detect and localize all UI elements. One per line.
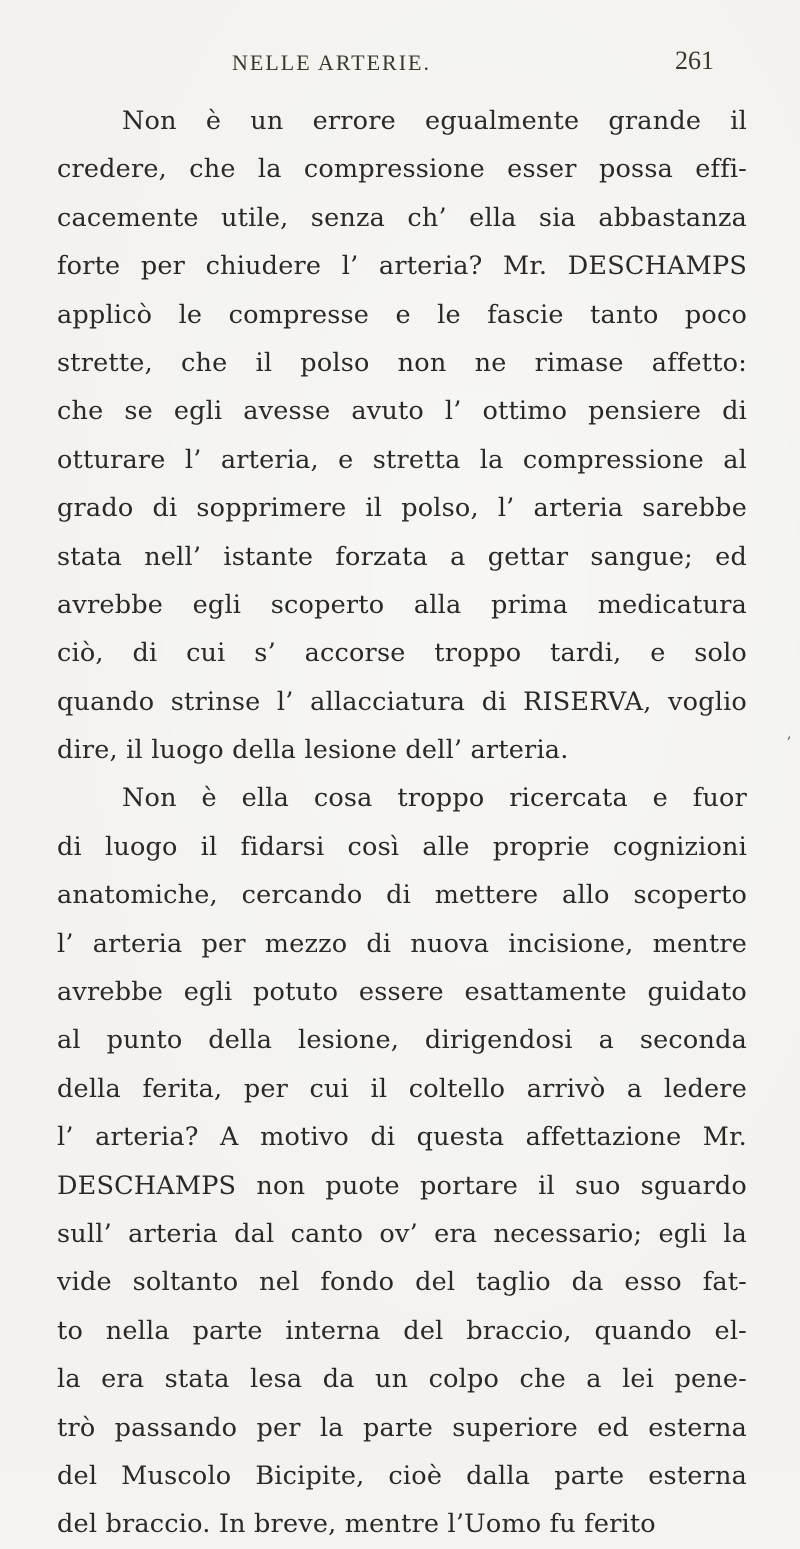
text-line: otturare l’ arteria, e stretta la compressione al xyxy=(57,444,747,475)
text-line: dire, il luogo della lesione dell’ arteria. xyxy=(57,735,569,766)
text-line: to nella parte interna del braccio, quando el- xyxy=(57,1315,747,1346)
text-line: sull’ arteria dal canto ov’ era necessario; egli la xyxy=(57,1218,747,1249)
text-line: forte per chiudere l’ arteria? Mr. DESCHAMPS xyxy=(57,251,747,282)
text-line: ciò, di cui s’ accorse troppo tardi, e solo xyxy=(57,638,747,669)
text-line: di luogo il fidarsi così alle proprie cognizioni xyxy=(57,831,747,862)
text-line: anatomiche, cercando di mettere allo scoperto xyxy=(57,880,747,911)
text-line: strette, che il polso non ne rimase affetto: xyxy=(57,347,747,378)
text-line: della ferita, per cui il coltello arrivò a ledere xyxy=(57,1073,747,1104)
running-title: NELLE ARTERIE. xyxy=(232,50,431,75)
body-text xyxy=(57,97,747,1549)
text-line: vide soltanto nel fondo del taglio da esso fat- xyxy=(57,1267,747,1298)
text-line: al punto della lesione, dirigendosi a seconda xyxy=(57,1025,747,1056)
text-line: l’ arteria? A motivo di questa affettazione Mr. xyxy=(57,1122,747,1153)
running-head xyxy=(0,44,800,84)
page-number: 261 xyxy=(675,46,714,75)
text-line: applicò le compresse e le fascie tanto poco xyxy=(57,299,747,330)
text-line: avrebbe egli scoperto alla prima medicatura xyxy=(57,589,747,620)
text-line: Non è ella cosa troppo ricercata e fuor xyxy=(122,783,747,814)
text-line: Non è un errore egualmente grande il xyxy=(122,106,747,136)
text-line: del braccio. In breve, mentre l’Uomo fu ferito xyxy=(57,1509,656,1540)
text-line: avrebbe egli potuto essere esattamente guidato xyxy=(57,977,747,1008)
text-line: del Muscolo Bicipite, cioè dalla parte esterna xyxy=(57,1460,747,1491)
text-line: la era stata lesa da un colpo che a lei pene- xyxy=(57,1364,747,1395)
text-line: stata nell’ istante forzata a gettar sangue; ed xyxy=(57,541,747,572)
text-line: grado di sopprimere il polso, l’ arteria sarebbe xyxy=(57,493,747,524)
text-line: l’ arteria per mezzo di nuova incisione, mentre xyxy=(57,928,747,959)
text-line: che se egli avesse avuto l’ ottimo pensiere di xyxy=(57,396,747,427)
text-line: DESCHAMPS non puote portare il suo sguardo xyxy=(57,1170,747,1201)
text-line: credere, che la compressione esser possa effi- xyxy=(57,154,747,185)
text-line: trò passando per la parte superiore ed esterna xyxy=(57,1412,747,1443)
text-line: cacemente utile, senza ch’ ella sia abbastanza xyxy=(57,202,747,233)
margin-mark: , xyxy=(787,726,792,742)
text-line: quando strinse l’ allacciatura di RISERVA, voglio xyxy=(57,686,747,717)
